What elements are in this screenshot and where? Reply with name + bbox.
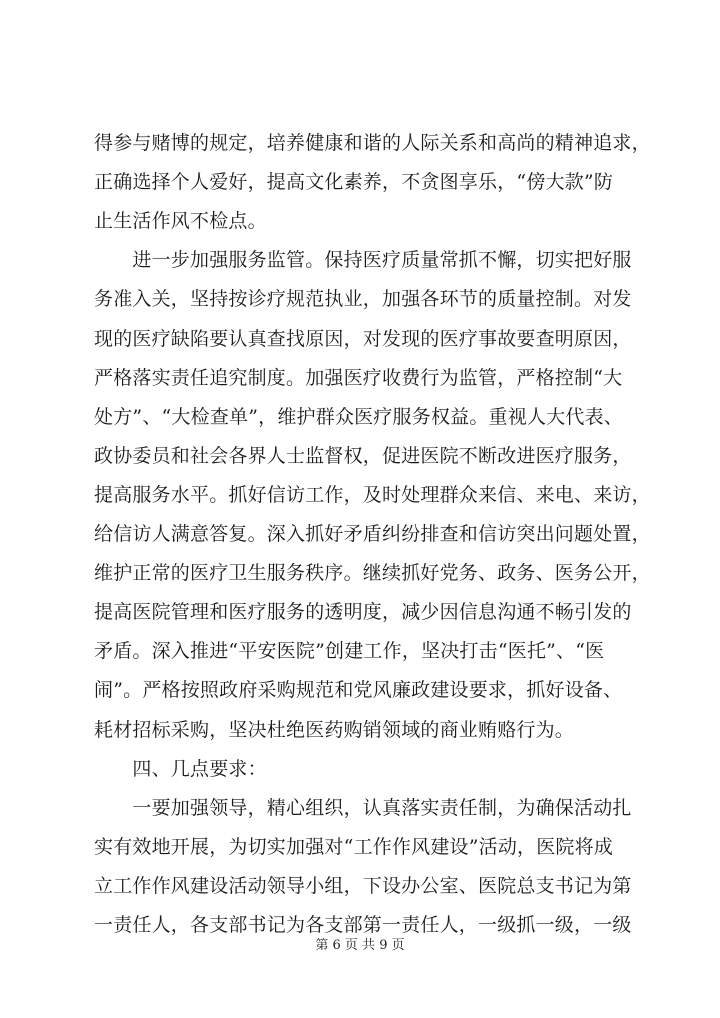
text-line: 严格落实责任追究制度。加强医疗收费行为监管，严格控制“大 [94, 366, 623, 389]
page-footer: 第 6 页 共 9 页 [315, 938, 405, 953]
text-line: 处方”、“大检查单”，维护群众医疗服务权益。重视人大代表、 [94, 405, 623, 428]
text-line: 一要加强领导，精心组织，认真落实责任制，为确保活动扎 [94, 796, 632, 819]
text-line: 维护正常的医疗卫生服务秩序。继续抓好党务、政务、医务公开， [94, 562, 651, 585]
text-line: 进一步加强服务监管。保持医疗质量常抓不懈，切实把好服 [94, 249, 632, 272]
text-line: 现的医疗缺陷要认真查找原因，对发现的医疗事故要查明原因， [94, 327, 632, 350]
text-line: 止生活作风不检点。 [94, 210, 267, 233]
text-line: 实有效地开展，为切实加强对“工作作风建设”活动，医院将成 [94, 835, 614, 858]
text-line: 提高服务水平。抓好信访工作，及时处理群众来信、来电、来访， [94, 483, 651, 506]
text-line: 矛盾。深入推进“平安医院”创建工作，坚决打击“医托”、“医 [94, 640, 605, 663]
text-line: 耗材招标采购，坚决杜绝医药购销领域的商业贿赂行为。 [94, 718, 575, 741]
text-line: 一责任人，各支部书记为各支部第一责任人，一级抓一级，一级 [94, 914, 632, 936]
text-line: 正确选择个人爱好，提高文化素养，不贪图享乐，“傍大款”防 [94, 171, 614, 194]
text-line: 四、几点要求： [94, 757, 267, 780]
text-line: 立工作作风建设活动领导小组，下设办公室、医院总支书记为第 [94, 874, 632, 897]
text-line: 政协委员和社会各界人士监督权，促进医院不断改进医疗服务， [94, 444, 632, 467]
text-line: 提高医院管理和医疗服务的透明度，减少因信息沟通不畅引发的 [94, 601, 632, 624]
text-line: 得参与赌博的规定，培养健康和谐的人际关系和高尚的精神追求， [94, 132, 651, 154]
text-line: 闹”。严格按照政府采购规范和党风廉政建设要求，抓好设备、 [94, 679, 623, 702]
text-line: 务准入关，坚持按诊疗规范执业，加强各环节的质量控制。对发 [94, 288, 632, 311]
text-line: 给信访人满意答复。深入抓好矛盾纠纷排查和信访突出问题处置， [94, 523, 651, 545]
